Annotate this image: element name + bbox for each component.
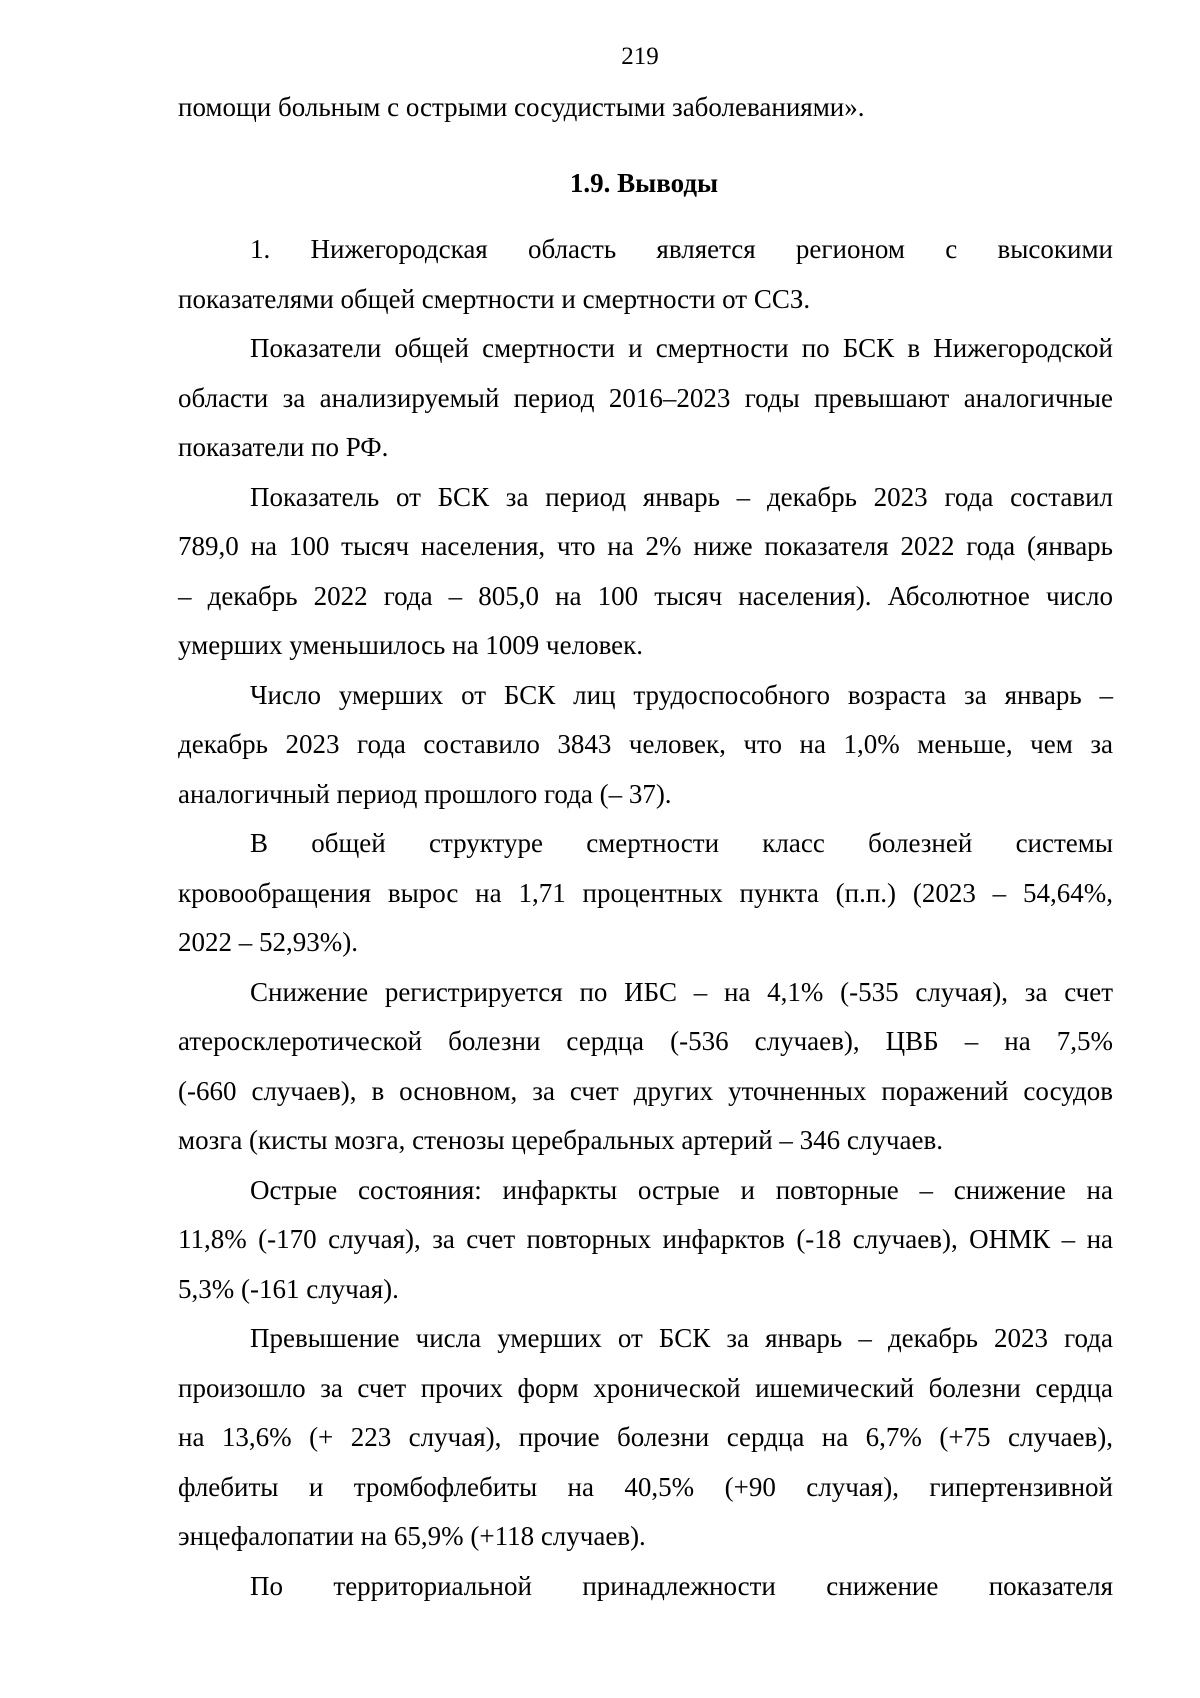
text-line: помощи больным с острыми сосудистыми заболеваниями».	[178, 92, 865, 122]
text-line: области за анализируемый период 2016–2023 годы превышают аналогичные	[178, 382, 1113, 413]
paragraph-1	[178, 225, 1113, 324]
text-line: декабрь 2023 года составило 3843 человек, что на 1,0% меньше, чем за	[178, 729, 1113, 759]
text-line: Острые состояния: инфаркты острые и повторные – снижение на	[250, 1174, 1113, 1205]
page-number: 219	[621, 43, 659, 70]
text-line: Число умерших от БСК лиц трудоспособного возраста за январь –	[250, 679, 1113, 710]
text-line: флебиты и тромбофлебиты на 40,5% (+90 случая), гипертензивной	[178, 1471, 1113, 1502]
text-line: 789,0 на 100 тысяч населения, что на 2% ниже показателя 2022 года (январь	[178, 531, 1113, 561]
paragraph-4	[178, 671, 1113, 820]
paragraph-8	[178, 1314, 1113, 1562]
text-line: энцефалопатии на 65,9% (+118 случаев).	[178, 1521, 646, 1551]
text-line: аналогичный период прошлого года (– 37).	[178, 778, 672, 809]
text-line: Снижение регистрируется по ИБС – на 4,1% (-535 случая), за счет	[250, 976, 1113, 1007]
paragraph-2	[178, 324, 1113, 473]
body-text	[178, 225, 1113, 1611]
text-line: произошло за счет прочих форм хронической ишемический болезни сердца	[178, 1372, 1113, 1403]
text-line: показатели по РФ.	[178, 432, 389, 462]
text-line: 5,3% (-161 случая).	[178, 1273, 399, 1304]
text-line: По территориальной принадлежности снижение показателя	[250, 1570, 1113, 1601]
text-line: – декабрь 2022 года – 805,0 на 100 тысяч населения). Абсолютное число	[178, 580, 1113, 611]
paragraph-9	[178, 1562, 1113, 1612]
text-line: кровообращения вырос на 1,71 процентных пункта (п.п.) (2023 – 54,64%,	[178, 877, 1113, 908]
text-line: В общей структуре смертности класс болезней системы	[250, 828, 1113, 858]
text-line: показателями общей смертности и смертности от ССЗ.	[178, 283, 811, 314]
paragraph-6	[178, 968, 1113, 1166]
text-line: мозга (кисты мозга, стенозы церебральных артерий – 346 случаев.	[178, 1125, 943, 1155]
text-line: Превышение числа умерших от БСК за январь – декабрь 2023 года	[250, 1323, 1113, 1353]
paragraph-3	[178, 473, 1113, 671]
text-line: атеросклеротической болезни сердца (-536 случаев), ЦВБ – на 7,5%	[178, 1026, 1113, 1056]
text-line: 11,8% (-170 случая), за счет повторных инфарктов (-18 случаев), ОНМК – на	[178, 1224, 1113, 1254]
text-line: 1. Нижегородская область является регионом с высокими	[250, 234, 1113, 264]
text-line: 2022 – 52,93%).	[178, 927, 358, 957]
section-heading: 1.9. Выводы	[569, 168, 719, 198]
text-line: умерших уменьшилось на 1009 человек.	[178, 630, 644, 660]
paragraph-5	[178, 819, 1113, 968]
text-line: на 13,6% (+ 223 случая), прочие болезни сердца на 6,7% (+75 случаев),	[178, 1422, 1113, 1452]
paragraph-7	[178, 1166, 1113, 1315]
text-line: Показатели общей смертности и смертности по БСК в Нижегородской	[250, 333, 1113, 363]
text-line: Показатель от БСК за период январь – декабрь 2023 года составил	[250, 481, 1113, 512]
continuation-text	[178, 83, 1113, 133]
text-line: (-660 случаев), в основном, за счет других уточненных поражений сосудов	[178, 1075, 1113, 1106]
